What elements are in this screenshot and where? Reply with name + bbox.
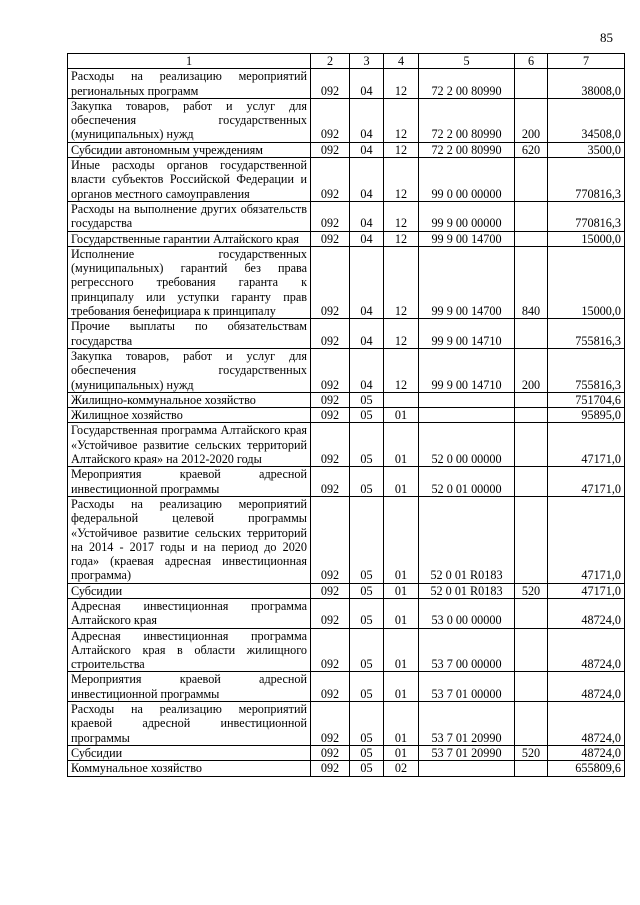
section-code-cell: 04 [350,231,384,246]
column-header: 3 [350,54,384,69]
ministry-code-cell: 092 [311,69,350,99]
section-code-cell: 04 [350,201,384,231]
ministry-code-cell: 092 [311,158,350,202]
expense-type-cell [515,761,548,776]
subsection-code-cell [384,392,419,407]
table-row [68,392,625,407]
table-row [68,423,625,467]
ministry-code-cell: 092 [311,142,350,157]
section-code-cell: 04 [350,98,384,142]
amount-cell: 47171,0 [548,423,625,467]
target-article-cell [419,761,515,776]
amount-cell: 47171,0 [548,583,625,598]
ministry-code-cell: 092 [311,231,350,246]
target-article-cell: 53 0 00 00000 [419,598,515,628]
target-article-cell: 53 7 01 00000 [419,672,515,702]
subsection-code-cell: 01 [384,702,419,746]
row-name-cell: Расходы на выполнение других обязательств государства [68,201,311,231]
table-row [68,69,625,99]
ministry-code-cell: 092 [311,496,350,583]
subsection-code-cell: 12 [384,319,419,349]
table-row [68,672,625,702]
amount-cell: 15000,0 [548,246,625,318]
row-name-cell: Субсидии автономным учреждениям [68,142,311,157]
expense-type-cell [515,467,548,497]
row-name-cell: Субсидии [68,745,311,760]
section-code-cell: 05 [350,702,384,746]
ministry-code-cell: 092 [311,702,350,746]
target-article-cell: 52 0 01 R0183 [419,496,515,583]
subsection-code-cell: 12 [384,98,419,142]
section-code-cell: 05 [350,628,384,672]
subsection-code-cell: 01 [384,628,419,672]
expense-type-cell [515,69,548,99]
ministry-code-cell: 092 [311,423,350,467]
table-row [68,628,625,672]
target-article-cell: 52 0 00 00000 [419,423,515,467]
expense-type-cell [515,231,548,246]
section-code-cell: 05 [350,672,384,702]
section-code-cell: 05 [350,408,384,423]
expense-type-cell [515,201,548,231]
expense-type-cell [515,158,548,202]
table-row [68,467,625,497]
ministry-code-cell: 092 [311,392,350,407]
row-name-cell: Мероприятия краевой адресной инвестиционной программы [68,672,311,702]
section-code-cell: 05 [350,392,384,407]
ministry-code-cell: 092 [311,628,350,672]
subsection-code-cell: 01 [384,496,419,583]
expense-type-cell: 520 [515,745,548,760]
amount-cell: 48724,0 [548,672,625,702]
section-code-cell: 04 [350,246,384,318]
target-article-cell: 53 7 01 20990 [419,702,515,746]
column-header: 5 [419,54,515,69]
table-row [68,348,625,392]
section-code-cell: 04 [350,158,384,202]
row-name-cell: Исполнение государственных (муниципальных) гарантий без права регрессного требования гаранта к принципалу или уступки гаранту прав требования бенефициара к принципалу [68,246,311,318]
column-header: 6 [515,54,548,69]
amount-cell: 770816,3 [548,158,625,202]
row-name-cell: Жилищно-коммунальное хозяйство [68,392,311,407]
table-row [68,319,625,349]
ministry-code-cell: 092 [311,98,350,142]
section-code-cell: 04 [350,348,384,392]
table-row [68,231,625,246]
table-row [68,201,625,231]
row-name-cell: Коммунальное хозяйство [68,761,311,776]
table-row [68,158,625,202]
amount-cell: 47171,0 [548,467,625,497]
amount-cell: 48724,0 [548,745,625,760]
expense-type-cell [515,392,548,407]
table-row [68,702,625,746]
table-row [68,583,625,598]
expense-type-cell: 200 [515,98,548,142]
amount-cell: 48724,0 [548,702,625,746]
row-name-cell: Государственные гарантии Алтайского края [68,231,311,246]
row-name-cell: Закупка товаров, работ и услуг для обеспечения государственных (муниципальных) нужд [68,348,311,392]
expense-type-cell [515,423,548,467]
column-header: 2 [311,54,350,69]
target-article-cell: 99 9 00 14700 [419,231,515,246]
amount-cell: 95895,0 [548,408,625,423]
table-row [68,142,625,157]
row-name-cell: Субсидии [68,583,311,598]
row-name-cell: Расходы на реализацию мероприятий федеральной целевой программы «Устойчивое развитие сельских территорий на 2014 - 2017 годы и на период до 2020 года» (краевая адресная инвестиционная программа) [68,496,311,583]
ministry-code-cell: 092 [311,583,350,598]
amount-cell: 38008,0 [548,69,625,99]
expense-type-cell: 520 [515,583,548,598]
ministry-code-cell: 092 [311,598,350,628]
section-code-cell: 05 [350,423,384,467]
page-number: 85 [600,30,613,45]
row-name-cell: Иные расходы органов государственной власти субъектов Российской Федерации и органов местного самоуправления [68,158,311,202]
amount-cell: 751704,6 [548,392,625,407]
amount-cell: 3500,0 [548,142,625,157]
subsection-code-cell: 12 [384,142,419,157]
subsection-code-cell: 01 [384,672,419,702]
section-code-cell: 05 [350,598,384,628]
section-code-cell: 05 [350,761,384,776]
ministry-code-cell: 092 [311,348,350,392]
section-code-cell: 05 [350,467,384,497]
expense-type-cell [515,598,548,628]
section-code-cell: 04 [350,69,384,99]
ministry-code-cell: 092 [311,467,350,497]
column-header: 7 [548,54,625,69]
subsection-code-cell: 12 [384,158,419,202]
expense-type-cell: 840 [515,246,548,318]
ministry-code-cell: 092 [311,672,350,702]
expense-type-cell [515,319,548,349]
ministry-code-cell: 092 [311,745,350,760]
section-code-cell: 04 [350,319,384,349]
subsection-code-cell: 12 [384,69,419,99]
table-row [68,598,625,628]
target-article-cell [419,408,515,423]
ministry-code-cell: 092 [311,761,350,776]
target-article-cell: 52 0 01 R0183 [419,583,515,598]
amount-cell: 48724,0 [548,598,625,628]
target-article-cell: 99 9 00 00000 [419,201,515,231]
table-row [68,496,625,583]
table-row [68,246,625,318]
target-article-cell: 53 7 00 00000 [419,628,515,672]
subsection-code-cell: 02 [384,761,419,776]
target-article-cell: 72 2 00 80990 [419,69,515,99]
row-name-cell: Расходы на реализацию мероприятий региональных программ [68,69,311,99]
target-article-cell: 72 2 00 80990 [419,142,515,157]
expense-type-cell: 200 [515,348,548,392]
row-name-cell: Адресная инвестиционная программа Алтайского края в области жилищного строительства [68,628,311,672]
row-name-cell: Жилищное хозяйство [68,408,311,423]
row-name-cell: Прочие выплаты по обязательствам государства [68,319,311,349]
target-article-cell: 72 2 00 80990 [419,98,515,142]
section-code-cell: 05 [350,583,384,598]
ministry-code-cell: 092 [311,201,350,231]
section-code-cell: 04 [350,142,384,157]
target-article-cell: 99 9 00 14710 [419,319,515,349]
budget-table [67,53,625,777]
subsection-code-cell: 01 [384,423,419,467]
section-code-cell: 05 [350,745,384,760]
amount-cell: 34508,0 [548,98,625,142]
subsection-code-cell: 01 [384,745,419,760]
row-name-cell: Адресная инвестиционная программа Алтайского края [68,598,311,628]
subsection-code-cell: 01 [384,408,419,423]
amount-cell: 48724,0 [548,628,625,672]
amount-cell: 15000,0 [548,231,625,246]
ministry-code-cell: 092 [311,408,350,423]
expense-type-cell: 620 [515,142,548,157]
row-name-cell: Государственная программа Алтайского края «Устойчивое развитие сельских территорий Алтайского края» на 2012-2020 годы [68,423,311,467]
target-article-cell: 99 0 00 00000 [419,158,515,202]
row-name-cell: Закупка товаров, работ и услуг для обеспечения государственных (муниципальных) нужд [68,98,311,142]
column-header: 4 [384,54,419,69]
ministry-code-cell: 092 [311,319,350,349]
row-name-cell: Расходы на реализацию мероприятий краевой адресной инвестиционной программы [68,702,311,746]
table-row [68,745,625,760]
table-header-row [68,54,625,69]
expense-type-cell [515,408,548,423]
expense-type-cell [515,628,548,672]
target-article-cell: 99 9 00 14710 [419,348,515,392]
expense-type-cell [515,672,548,702]
row-name-cell: Мероприятия краевой адресной инвестиционной программы [68,467,311,497]
target-article-cell: 52 0 01 00000 [419,467,515,497]
subsection-code-cell: 01 [384,598,419,628]
amount-cell: 755816,3 [548,319,625,349]
subsection-code-cell: 12 [384,201,419,231]
target-article-cell: 99 9 00 14700 [419,246,515,318]
column-header: 1 [68,54,311,69]
amount-cell: 47171,0 [548,496,625,583]
amount-cell: 655809,6 [548,761,625,776]
target-article-cell: 53 7 01 20990 [419,745,515,760]
table-row [68,98,625,142]
subsection-code-cell: 01 [384,583,419,598]
amount-cell: 755816,3 [548,348,625,392]
expense-type-cell [515,702,548,746]
subsection-code-cell: 01 [384,467,419,497]
amount-cell: 770816,3 [548,201,625,231]
subsection-code-cell: 12 [384,246,419,318]
subsection-code-cell: 12 [384,231,419,246]
expense-type-cell [515,496,548,583]
table-row [68,761,625,776]
ministry-code-cell: 092 [311,246,350,318]
section-code-cell: 05 [350,496,384,583]
target-article-cell [419,392,515,407]
subsection-code-cell: 12 [384,348,419,392]
table-row [68,408,625,423]
